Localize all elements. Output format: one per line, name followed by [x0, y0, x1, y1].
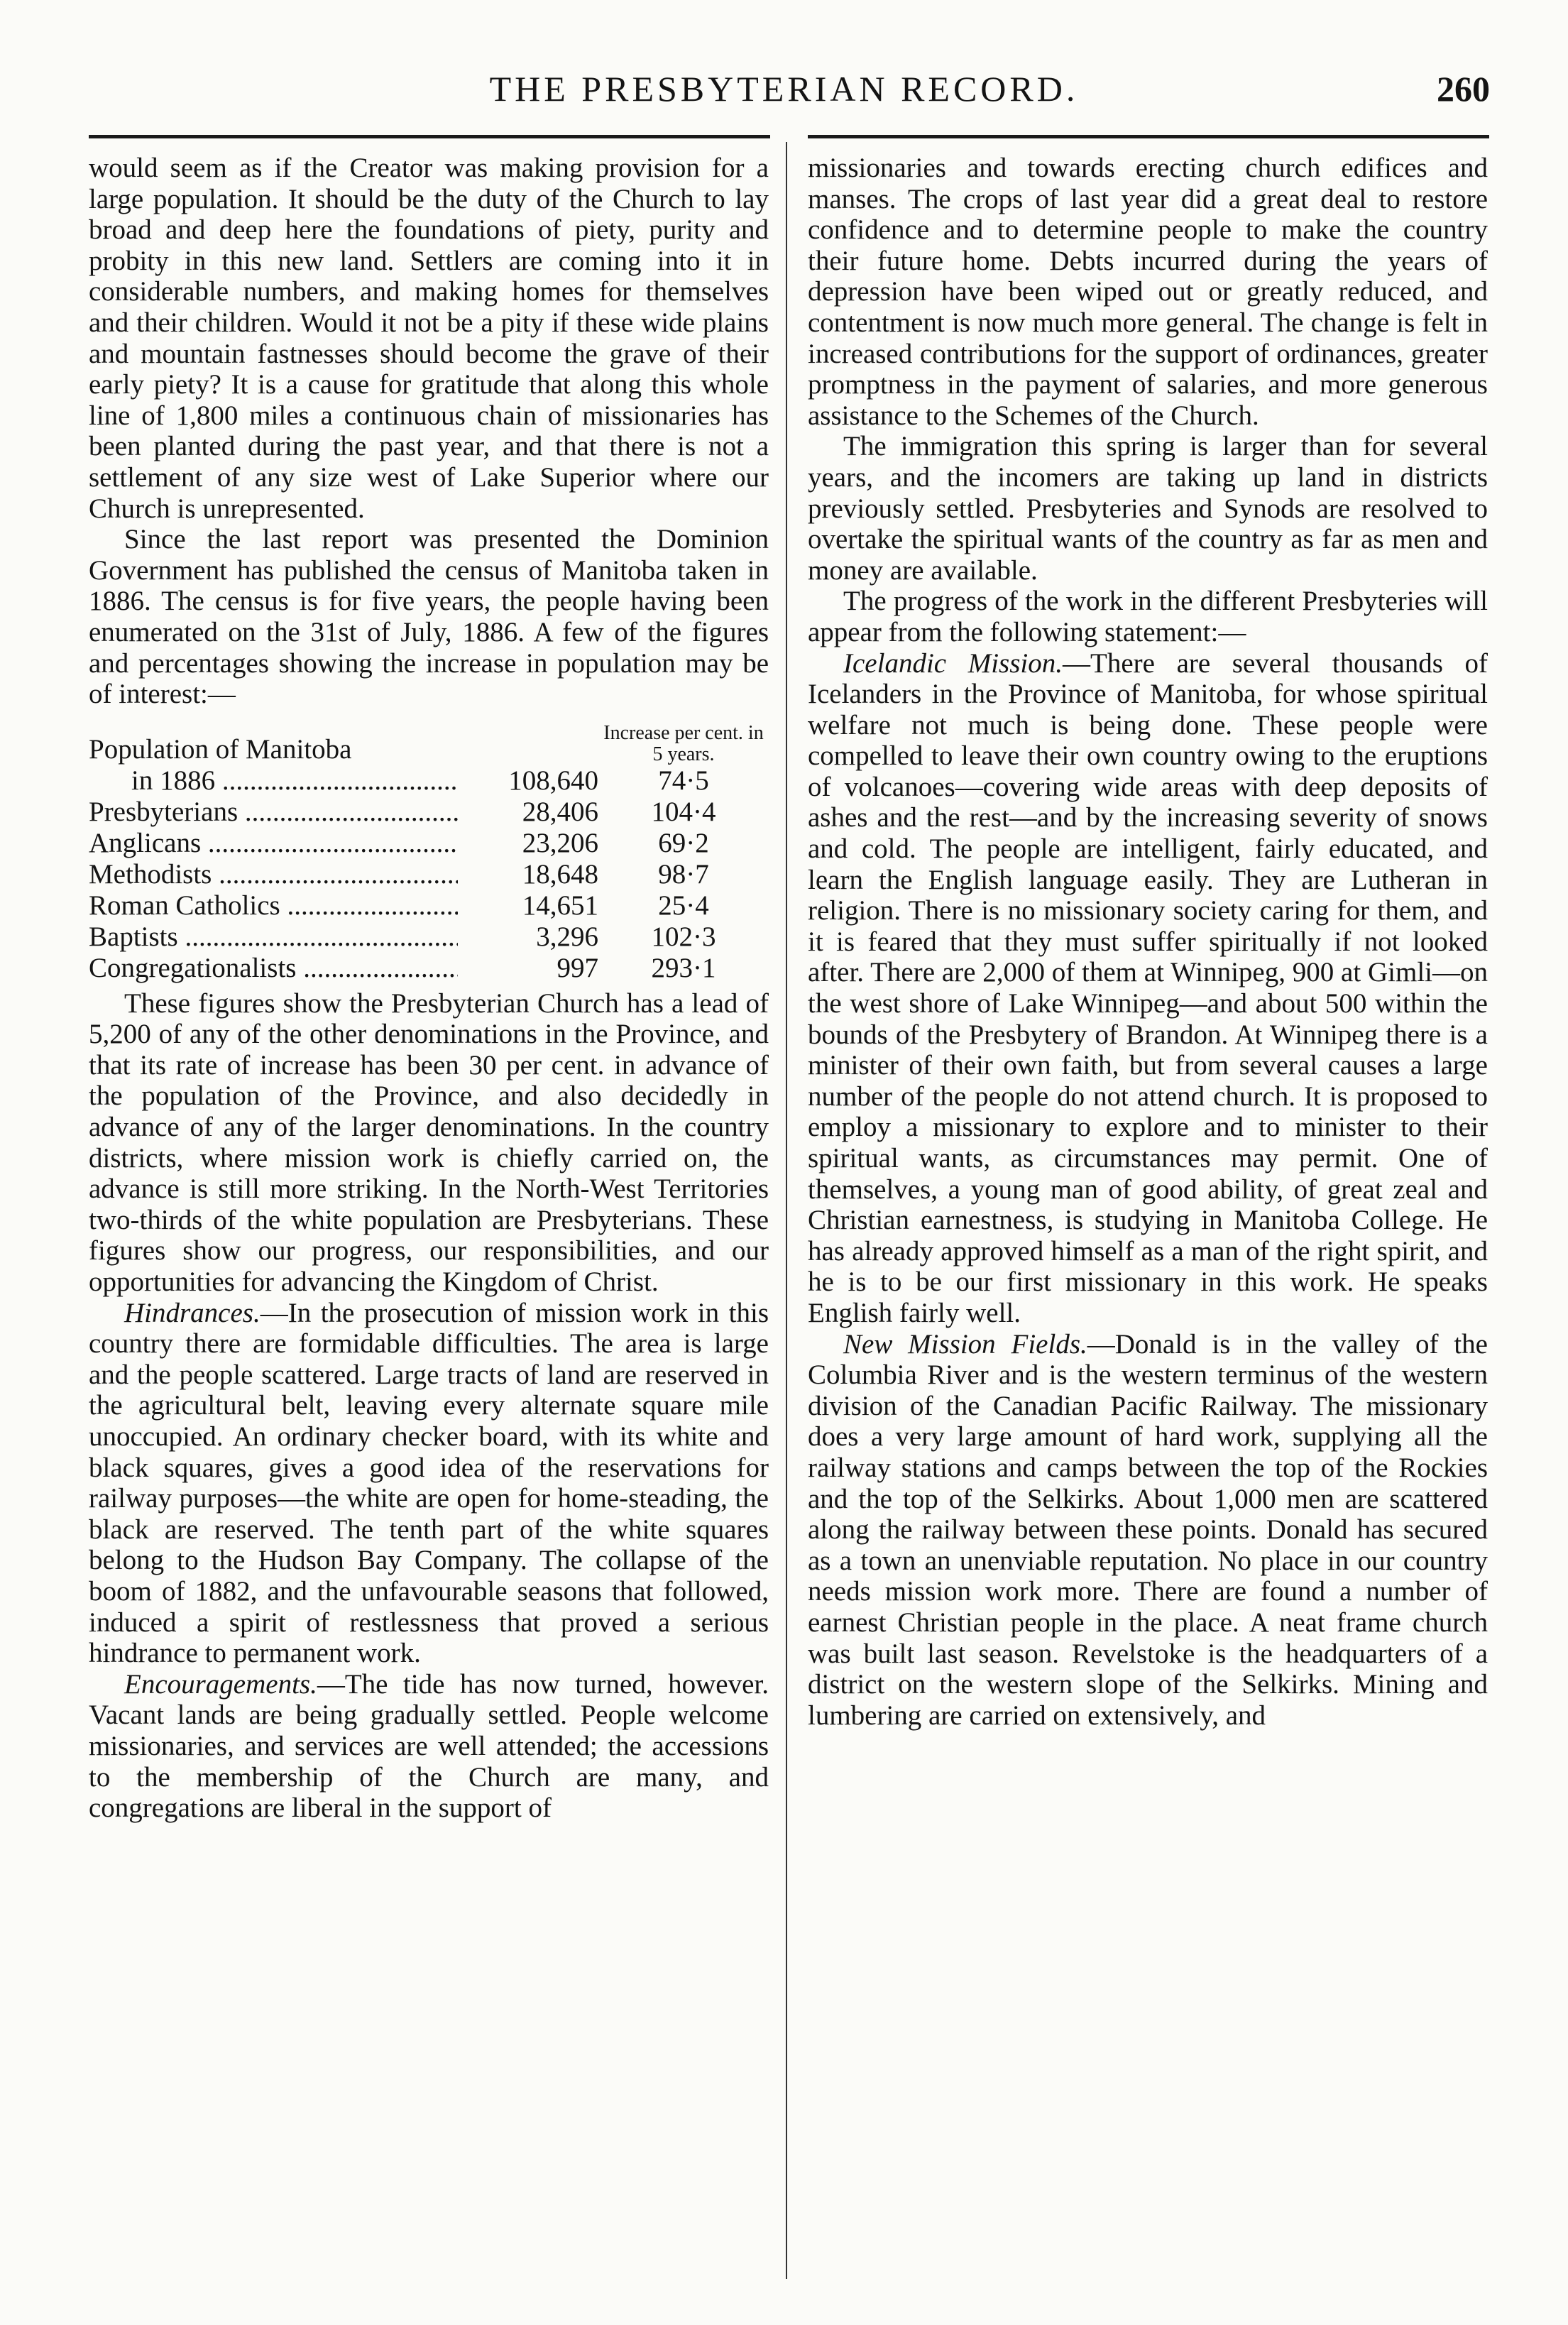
census-row-name: Anglicans ..... — [89, 828, 458, 859]
paragraph-immigration: The immigration this spring is larger than for several years, and the incomers are taking up land in districts previously settled. Presbyteries and Synods are resolved to overtake the spiritual wants of the country as far as men and money are available. — [808, 431, 1488, 586]
census-row-increase: 25·4 — [658, 890, 709, 921]
left-header-rule — [89, 135, 770, 138]
section-lead-hindrances: Hindrances. — [124, 1297, 261, 1328]
right-column — [808, 153, 1488, 1731]
census-row-name: in 1886 ..... — [89, 765, 458, 797]
census-row-value: 28,406 — [458, 797, 598, 828]
page-header — [0, 26, 1568, 118]
paragraph-figures: These figures show the Presbyterian Church has a lead of 5,200 of any of the other denominations in the Province, and that its rate of increase has been 30 per cent. in advance of the population of the Province, and also decidedly in advance of any of the larger denominations. In the country districts, where mission work is chiefly carried on, the advance is still more striking. In the North-West Territories two-thirds of the white population are Presbyterians. These figures show our progress, our responsibilities, and our opportunities for advancing the Kingdom of Christ. — [89, 988, 769, 1298]
paragraph-text: —The tide has now turned, however. Vacant lands are being gradually settled. People welcome missionaries, and services are well attended; the accessions to the membership of the Church are many, and congregations are liberal in the support of — [89, 1668, 769, 1824]
column-divider — [786, 142, 787, 2279]
paragraph-new-fields — [808, 1329, 1488, 1732]
paragraph-text: —There are several thousands of Icelanders in the Province of Manitoba, for whose spiritual welfare not much is being done. These people were compelled to leave their own country owing to the eruptions of volcanoes—covering wide areas with deep deposits of ashes and the rest—and by the increasing severity of snows and cold. The people are intelligent, fairly educated, and learn the English language easily. They are Lutheran in religion. There is no missionary society caring for them, and it is feared that they must suffer spiritually if not looked after. There are 2,000 of them at Winnipeg, 900 at Gimli—on the west shore of Lake Winnipeg—and about 500 within the bounds of the Presbytery of Brandon. At Winnipeg there is a minister of their own faith, but from several causes a large number of the people do not attend church. It is proposed to employ a missionary to explore and to minister to their spiritual wants, as circumstances may permit. One of themselves, a young man of good ability, of great zeal and Christian earnestness, is studying in Manitoba College. He has already approved himself as a man of the right spirit, and he is to be our first missionary in this work. He speaks English fairly well. — [808, 647, 1488, 1328]
census-row-value: 108,640 — [458, 765, 598, 797]
census-table — [89, 723, 769, 984]
census-row-value: 997 — [458, 953, 598, 984]
table-row — [89, 765, 769, 797]
paragraph-progress: The progress of the work in the different Presbyteries will appear from the following statement:— — [808, 586, 1488, 647]
census-row-name: Roman Catholics ..... — [89, 890, 458, 921]
section-lead-icelandic: Icelandic Mission. — [843, 647, 1063, 679]
section-lead-encouragements: Encouragements. — [124, 1668, 317, 1700]
census-header-increase: Increase per cent. in 5 years. — [603, 721, 764, 765]
table-row — [89, 797, 769, 828]
right-header-rule — [808, 135, 1489, 138]
census-row-value: 14,651 — [458, 890, 598, 921]
census-row-name: Methodists ..... — [89, 859, 458, 890]
section-lead-new-fields: New Mission Fields. — [843, 1328, 1087, 1360]
paragraph-icelandic — [808, 648, 1488, 1329]
census-row-value: 23,206 — [458, 828, 598, 859]
table-row — [89, 953, 769, 984]
paragraph-hindrances — [89, 1298, 769, 1669]
paragraph-continued: would seem as if the Creator was making provision for a large population. It should be the duty of the Church to lay broad and deep here the foundations of piety, purity and probity in this new land. Settlers are coming into it in considerable numbers, and making homes for themselves and their children. Would it not be a pity if these wide plains and mountain fastnesses should become the grave of their early piety? It is a cause for gratitude that along this whole line of 1,800 miles a continuous chain of missionaries has been planted during the past year, and that there is not a settlement of any size west of Lake Superior where our Church is unrepresented. — [89, 153, 769, 524]
left-column — [89, 153, 769, 1824]
paragraph-text: —Donald is in the valley of the Columbia River and is the western terminus of the western division of the Canadian Pacific Railway. The missionary does a very large amount of hard work, supplying all the railway stations and camps between the top of the Rockies and the top of the Selkirks. About 1,000 men are scattered along the railway between these points. Donald has secured as a town an unenviable reputation. No place in our country needs mission work more. There are found a number of earnest Christian people in the place. A neat frame church was built last season. Revelstoke is the headquarters of a district on the western slope of the Selkirks. Mining and lumbering are carried on extensively, and — [808, 1328, 1488, 1731]
census-row-increase: 102·3 — [651, 921, 716, 952]
paragraph-encouragements — [89, 1669, 769, 1824]
census-row-value: 18,648 — [458, 859, 598, 890]
table-row — [89, 890, 769, 921]
table-row — [89, 921, 769, 953]
census-row-name: Baptists ..... — [89, 921, 458, 953]
paragraph-census: Since the last report was presented the Dominion Government has published the census of Manitoba taken in 1886. The census is for five years, the people having been enumerated on the 31st of July, 1886. A few of the figures and percentages showing the increase in population may be of interest:— — [89, 524, 769, 710]
table-row — [89, 859, 769, 890]
paragraph-text: —In the prosecution of mission work in this country there are formidable difficulties. The area is large and the people scattered. Large tracts of land are reserved in the agricultural belt, leaving every alternate square mile unoccupied. An ordinary checker board, with its white and black squares, gives a good idea of the reservations for railway purposes—the white are open for home-steading, the black are reserved. The tenth part of the white squares belong to the Hudson Bay Company. The collapse of the boom of 1882, and the unfavourable seasons that followed, induced a spirit of restlessness that proved a serious hindrance to permanent work. — [89, 1297, 769, 1669]
journal-title: THE PRESBYTERIAN RECORD. — [489, 69, 1079, 109]
census-row-name: Presbyterians ..... — [89, 797, 458, 828]
census-row-value: 3,296 — [458, 921, 598, 953]
census-row-increase: 74·5 — [658, 765, 709, 796]
census-row-increase: 98·7 — [658, 858, 709, 890]
census-row-increase: 104·4 — [651, 796, 716, 827]
page-number: 260 — [1437, 69, 1490, 109]
paragraph-continued: missionaries and towards erecting church edifices and manses. The crops of last year did a great deal to restore confidence and to determine people to make the country their future home. Debts incurred during the years of depression have been wiped out or greatly reduced, and contentment is now much more general. The change is felt in increased contributions for the support of ordinances, greater promptness in the payment of salaries, and more generous assistance to the Schemes of the Church. — [808, 153, 1488, 431]
census-row-name: Congregationalists ..... — [89, 953, 458, 984]
census-table-header — [89, 723, 769, 765]
table-row — [89, 828, 769, 859]
census-row-increase: 69·2 — [658, 827, 709, 858]
census-header-label: Population of Manitoba — [89, 734, 352, 765]
census-row-increase: 293·1 — [651, 952, 716, 983]
